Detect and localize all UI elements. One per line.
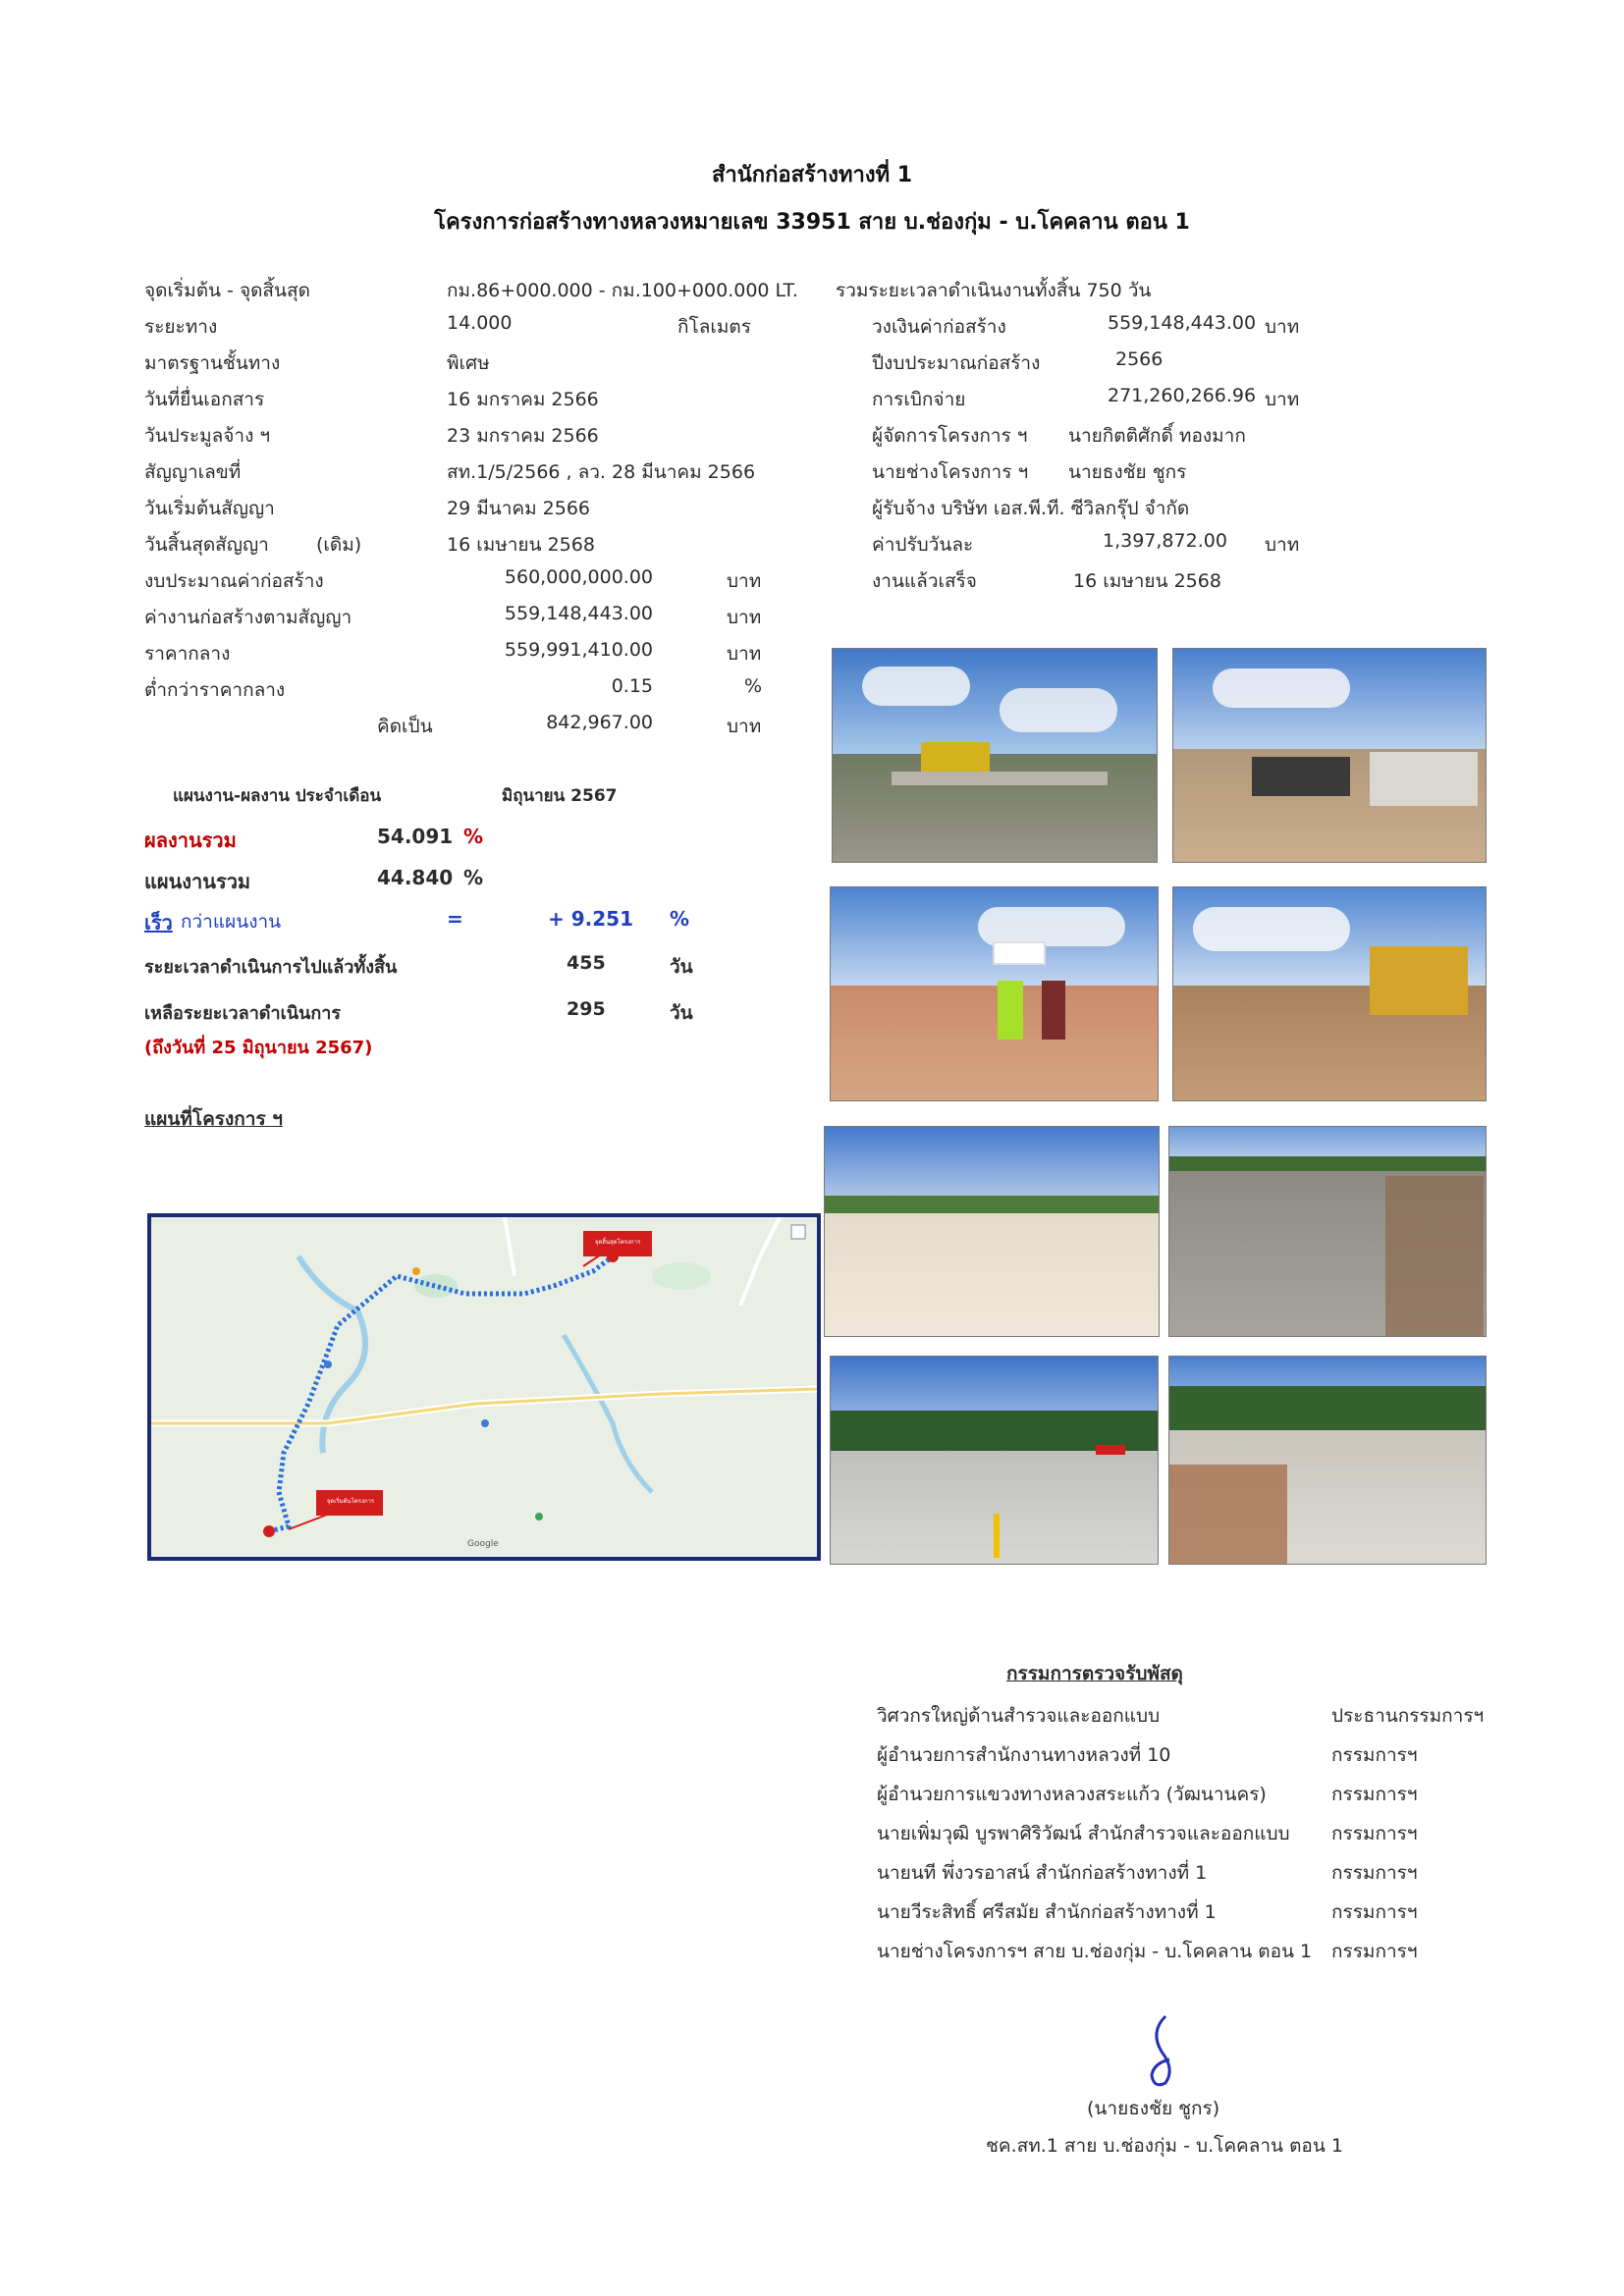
photo-road-shoulder — [1168, 1356, 1487, 1565]
as-of-date: (ถึงวันที่ 25 มิถุนายน 2567) — [144, 1038, 373, 1058]
info-value: กม.86+000.000 - กม.100+000.000 LT. — [447, 280, 798, 301]
plan-unit: % — [463, 866, 484, 889]
budget-value: 559,148,443.00 — [504, 603, 653, 624]
map-control-icon — [791, 1225, 805, 1239]
info-label: จุดเริ่มต้น - จุดสิ้นสุด — [144, 280, 310, 301]
info-unit: กิโลเมตร — [677, 316, 751, 338]
budget-value: 560,000,000.00 — [504, 566, 653, 588]
progress-month: มิถุนายน 2567 — [502, 786, 618, 806]
member-name: ผู้อำนวยการแขวงทางหลวงสระแก้ว (วัฒนานคร) — [877, 1784, 1267, 1805]
member-name: นายช่างโครงการฯ สาย บ.ช่องกุ่ม - บ.โคคลาน ตอน 1 — [877, 1941, 1313, 1962]
info-label: วันประมูลจ้าง ฯ — [144, 425, 271, 447]
area-patch — [652, 1262, 711, 1290]
remain-value: 295 — [567, 998, 606, 1020]
road — [151, 1389, 817, 1423]
elapsed-value: 455 — [567, 952, 606, 974]
info-value: นายธงชัย ชูกร — [1068, 461, 1187, 483]
info-unit: บาท — [1265, 389, 1300, 410]
budget-unit: บาท — [727, 570, 762, 592]
truck — [1370, 752, 1478, 806]
info-value: พิเศษ — [447, 352, 490, 374]
info-label: มาตรฐานชั้นทาง — [144, 352, 281, 374]
worker — [998, 981, 1023, 1040]
info-label: งานแล้วเสร็จ — [872, 570, 977, 592]
vehicle — [993, 941, 1046, 965]
river — [564, 1335, 652, 1492]
info-value: 1,397,872.00 — [1103, 530, 1227, 552]
budget-unit: % — [744, 675, 763, 697]
poi-icon — [412, 1267, 420, 1275]
member-name: วิศวกรใหญ่ด้านสำรวจและออกแบบ — [877, 1705, 1161, 1727]
progress-heading: แผนงาน-ผลงาน ประจำเดือน — [173, 786, 382, 806]
info-value: 29 มีนาคม 2566 — [447, 498, 591, 519]
member-name: นายเพิ่มวุฒิ บูรพาศิริวัฒน์ สำนักสำรวจและออกแบบ — [877, 1823, 1290, 1844]
photo-grader — [1172, 886, 1487, 1101]
milling-machine — [1252, 757, 1350, 796]
road — [740, 1217, 780, 1306]
info-label: สัญญาเลขที่ — [144, 461, 242, 483]
info-value: 23 มกราคม 2566 — [447, 425, 599, 447]
project-title: โครงการก่อสร้างทางหลวงหมายเลข 33951 สาย บ.ช่องกุ่ม - บ.โคคลาน ตอน 1 — [434, 210, 1190, 235]
info-value: 14.000 — [447, 312, 513, 334]
budget-label: งบประมาณค่าก่อสร้าง — [144, 570, 324, 592]
photo-subbase — [824, 1126, 1160, 1337]
map-watermark: Google — [467, 1539, 499, 1549]
signature-mark — [1144, 2012, 1183, 2091]
project-map — [147, 1213, 821, 1561]
info-unit: บาท — [1265, 316, 1300, 338]
member-name: นายวีระสิทธิ์ ศรีสมัย สำนักก่อสร้างทางที่ 1 — [877, 1901, 1217, 1923]
info-value: 16 เมษายน 2568 — [447, 534, 595, 556]
info-label: วันสิ้นสุดสัญญา — [144, 534, 269, 556]
member-role: กรรมการฯ — [1331, 1784, 1418, 1805]
poi-icon — [535, 1513, 543, 1521]
ahead-unit: % — [670, 907, 690, 931]
grader — [1370, 946, 1468, 1015]
budget-unit: บาท — [727, 607, 762, 628]
worker — [1042, 981, 1065, 1040]
budget-value: 0.15 — [611, 675, 653, 697]
info-label: วงเงินค่าก่อสร้าง — [872, 316, 1006, 338]
road — [505, 1217, 514, 1276]
actual-value: 54.091 — [377, 825, 454, 848]
budget-unit: บาท — [727, 716, 762, 737]
info-unit: บาท — [1265, 534, 1300, 556]
info-label: ผู้จัดการโครงการ ฯ — [872, 425, 1028, 447]
member-role: กรรมการฯ — [1331, 1941, 1418, 1962]
plan-label: แผนงานรวม — [144, 870, 251, 893]
poi-icon — [324, 1361, 332, 1368]
member-role: ประธานกรรมการฯ — [1331, 1705, 1485, 1727]
budget-label: ราคากลาง — [144, 643, 231, 665]
elapsed-label: ระยะเวลาดำเนินการไปแล้วทั้งสิ้น — [144, 957, 398, 978]
member-role: กรรมการฯ — [1331, 1901, 1418, 1923]
actual-label: ผลงานรวม — [144, 828, 237, 852]
info-value: 16 มกราคม 2566 — [447, 389, 599, 410]
end-marker-label: จุดสิ้นสุดโครงการ — [594, 1239, 641, 1246]
info-value: 271,260,266.96 — [1108, 385, 1257, 406]
signer-position: ชค.สท.1 สาย บ.ช่องกุ่ม - บ.โคคลาน ตอน 1 — [986, 2135, 1343, 2157]
committee-heading: กรรมการตรวจรับพัสดุ — [1006, 1663, 1183, 1684]
start-pin-icon — [263, 1525, 275, 1537]
info-label: ระยะทาง — [144, 316, 218, 338]
budget-label: คิดเป็น — [377, 716, 433, 737]
remain-unit: วัน — [670, 1002, 693, 1024]
budget-label: ค่างานก่อสร้างตามสัญญา — [144, 607, 352, 628]
elapsed-unit: วัน — [670, 956, 693, 978]
map-heading: แผนที่โครงการ ฯ — [144, 1108, 283, 1130]
info-label: การเบิกจ่าย — [872, 389, 966, 410]
map-graphic — [151, 1217, 817, 1557]
area-patch — [414, 1274, 458, 1298]
info-label: วันเริ่มต้นสัญญา — [144, 498, 275, 519]
budget-value: 842,967.00 — [546, 712, 653, 733]
budget-label: ต่ำกว่าราคากลาง — [144, 679, 286, 701]
office-title: สำนักก่อสร้างทางที่ 1 — [711, 163, 913, 187]
ahead-label: กว่าแผนงาน — [181, 911, 282, 933]
info-value: 16 เมษายน 2568 — [1073, 570, 1221, 592]
remain-label: เหลือระยะเวลาดำเนินการ — [144, 1003, 342, 1024]
info-value: สท.1/5/2566 , ลว. 28 มีนาคม 2566 — [447, 461, 756, 483]
info-value: 2566 — [1115, 348, 1164, 370]
start-marker-label: จุดเริ่มต้นโครงการ — [326, 1498, 375, 1505]
photo-survey — [830, 886, 1159, 1101]
signer-name: (นายธงชัย ชูกร) — [1087, 2098, 1220, 2119]
budget-unit: บาท — [727, 643, 762, 665]
photo-finished-road — [830, 1356, 1159, 1565]
member-role: กรรมการฯ — [1331, 1823, 1418, 1844]
info-label: ค่าปรับวันละ — [872, 534, 974, 556]
poi-icon — [481, 1419, 489, 1427]
info-value: นายกิตติศักดิ์ ทองมาก — [1068, 425, 1246, 447]
info-label: นายช่างโครงการ ฯ — [872, 461, 1029, 483]
bridge — [892, 772, 1108, 785]
photo-concrete — [1168, 1126, 1487, 1337]
photo-excavation — [832, 648, 1158, 863]
actual-unit: % — [463, 825, 484, 848]
ahead-value: + 9.251 — [548, 907, 633, 931]
member-role: กรรมการฯ — [1331, 1862, 1418, 1884]
ahead-word: เร็ว — [144, 911, 173, 934]
member-name: ผู้อำนวยการสำนักงานทางหลวงที่ 10 — [877, 1744, 1171, 1766]
info-label: ผู้รับจ้าง บริษัท เอส.พี.ที. ซีวิลกรุ๊ป จำกัด — [872, 498, 1190, 519]
budget-value: 559,991,410.00 — [504, 639, 653, 661]
info-label: รวมระยะเวลาดำเนินงานทั้งสิ้น 750 วัน — [836, 280, 1152, 301]
member-role: กรรมการฯ — [1331, 1744, 1418, 1766]
member-name: นายนที พึ่งวรอาสน์ สำนักก่อสร้างทางที่ 1 — [877, 1862, 1208, 1884]
info-label: ปีงบประมาณก่อสร้าง — [872, 352, 1041, 374]
info-label: วันที่ยื่นเอกสาร — [144, 389, 265, 410]
info-note: (เดิม) — [316, 534, 362, 556]
plan-value: 44.840 — [377, 866, 454, 889]
ahead-equals: = — [447, 907, 463, 931]
info-value: 559,148,443.00 — [1108, 312, 1257, 334]
photo-milling — [1172, 648, 1487, 863]
